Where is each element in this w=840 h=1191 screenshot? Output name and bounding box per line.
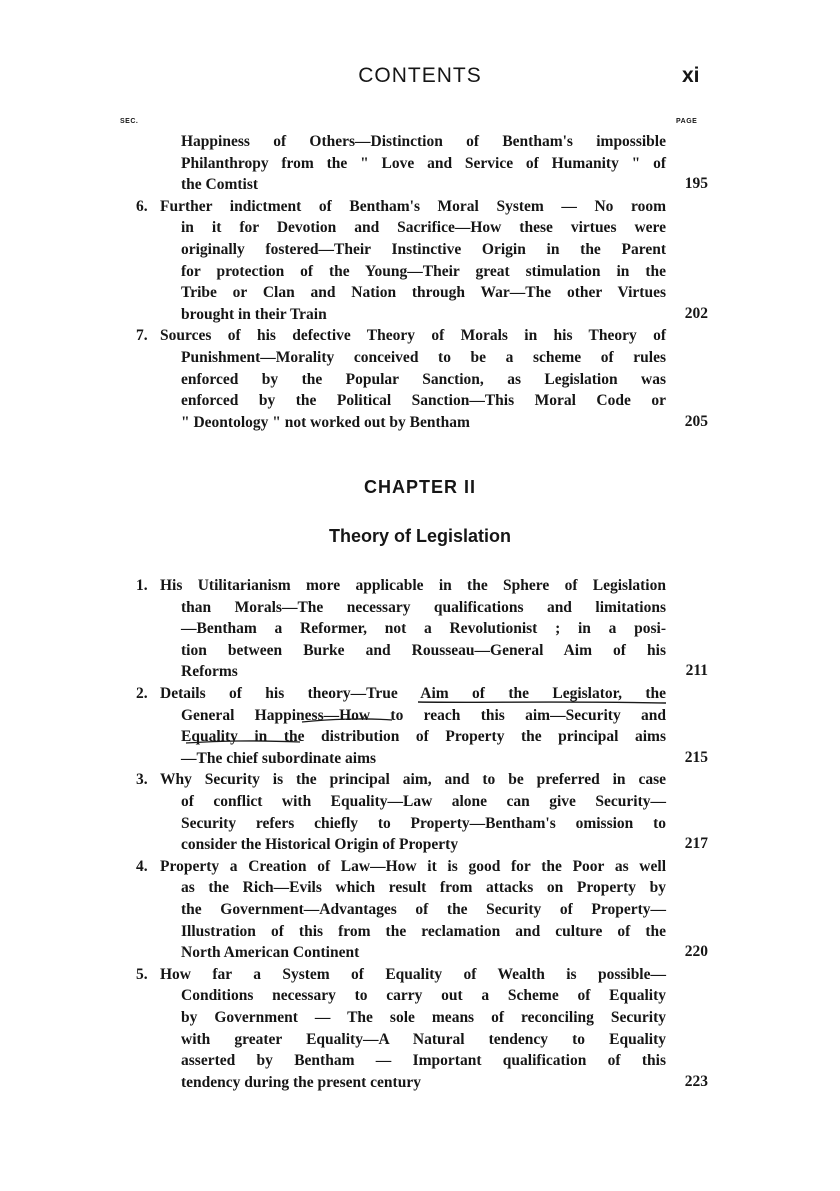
toc-entry-line: than Morals—The necessary qualifications and limitations	[181, 598, 666, 616]
toc-entry-line: as the Rich—Evils which result from attacks on Property by	[181, 879, 666, 897]
chapter-label: CHAPTER II	[363, 477, 476, 497]
column-head-section: SEC.	[120, 118, 139, 125]
toc-entry-line: tion between Burke and Rousseau—General Aim of his	[181, 641, 666, 659]
toc-entry-page: 195	[684, 175, 708, 193]
chapter-title: Theory of Legislation	[328, 526, 511, 546]
toc-entry-number: 2.	[136, 685, 148, 702]
running-header-title: CONTENTS	[358, 64, 482, 87]
toc-entry-line: How far a System of Equality of Wealth is possible—	[160, 965, 666, 983]
toc-entry-page: 211	[685, 662, 708, 680]
toc-entry-page: 202	[684, 304, 708, 322]
toc-entry-line: General Happiness—How to reach this aim—Security and	[181, 706, 666, 724]
toc-entry-line: the Comtist	[181, 176, 259, 194]
column-head-page: PAGE	[676, 118, 698, 125]
toc-entry-page: 223	[684, 1072, 708, 1090]
toc-entry-line: Further indictment of Bentham's Moral System — No room	[160, 197, 666, 215]
toc-entry-line: Equality in the distribution of Property the principal aims	[181, 728, 666, 746]
toc-entry-line: consider the Historical Origin of Property	[181, 836, 459, 854]
toc-entry-line: of conflict with Equality—Law alone can give Security—	[181, 793, 666, 810]
toc-entry-page: 217	[684, 835, 708, 853]
toc-entry-line: in it for Devotion and Sacrifice—How these virtues were	[181, 219, 666, 237]
page-number: xi	[682, 64, 700, 87]
toc-entry-line: —The chief subordinate aims	[181, 749, 377, 767]
toc-entry-number: 4.	[136, 857, 148, 875]
toc-entry-line: by Government — The sole means of reconciling Security	[181, 1009, 666, 1026]
toc-entry-number: 1.	[136, 577, 148, 594]
toc-entry-line: —Bentham a Reformer, not a Revolutionist ; in a posi-	[181, 620, 666, 638]
toc-entry-line: the Government—Advantages of the Security of Property—	[181, 901, 666, 918]
toc-entry-line: Punishment—Morality conceived to be a scheme of rules	[181, 349, 666, 366]
toc-entry-number: 6.	[136, 197, 148, 215]
toc-entry-line: Tribe or Clan and Nation through War—The other Virtues	[181, 284, 666, 302]
toc-entry-line: for protection of the Young—Their great stimulation in the	[181, 262, 666, 280]
toc-entry-line: His Utilitarianism more applicable in the Sphere of Legislation	[160, 577, 666, 594]
toc-entry-line: Security refers chiefly to Property—Bentham's omission to	[181, 814, 666, 832]
toc-entry-page: 220	[684, 943, 708, 961]
toc-entry-line: originally fostered—Their Instinctive Origin in the Parent	[181, 241, 666, 258]
toc-entry-number: 5.	[136, 965, 148, 983]
toc-entry-line: North American Continent	[181, 944, 360, 962]
toc-entry-line: Conditions necessary to carry out a Scheme of Equality	[181, 987, 666, 1005]
toc-entry-number: 3.	[136, 771, 148, 789]
toc-entry-line: brought in their Train	[181, 305, 327, 323]
toc-entry-line: Illustration of this from the reclamation and culture of the	[181, 922, 666, 940]
toc-entry-page: 215	[684, 748, 708, 766]
toc-entry-line: Philanthropy from the " Love and Service of Humanity " of	[181, 154, 666, 172]
toc-entry-line: Reforms	[181, 663, 238, 681]
toc-entry-page: 205	[684, 412, 708, 430]
toc-entry-line: enforced by the Popular Sanction, as Legislation was	[181, 370, 666, 388]
toc-entry-line: Property a Creation of Law—How it is good for the Poor as well	[160, 857, 666, 875]
toc-entry-line: enforced by the Political Sanction—This Moral Code or	[181, 392, 666, 410]
toc-entry-line: asserted by Bentham — Important qualification of this	[181, 1052, 666, 1070]
toc-entry-line: Why Security is the principal aim, and to be preferred in case	[160, 771, 666, 789]
toc-entry-line: tendency during the present century	[181, 1073, 421, 1091]
toc-entry-line: Happiness of Others—Distinction of Bentham's impossible	[181, 133, 666, 150]
toc-entry-line: with greater Equality—A Natural tendency to Equality	[181, 1030, 666, 1048]
toc-entry-line: Sources of his defective Theory of Morals in his Theory of	[160, 327, 666, 345]
toc-entry-line: Details of his theory—True Aim of the Legislator, the	[160, 685, 666, 702]
toc-entry-number: 7.	[136, 327, 148, 345]
toc-entry-line: " Deontology " not worked out by Bentham	[181, 413, 470, 431]
